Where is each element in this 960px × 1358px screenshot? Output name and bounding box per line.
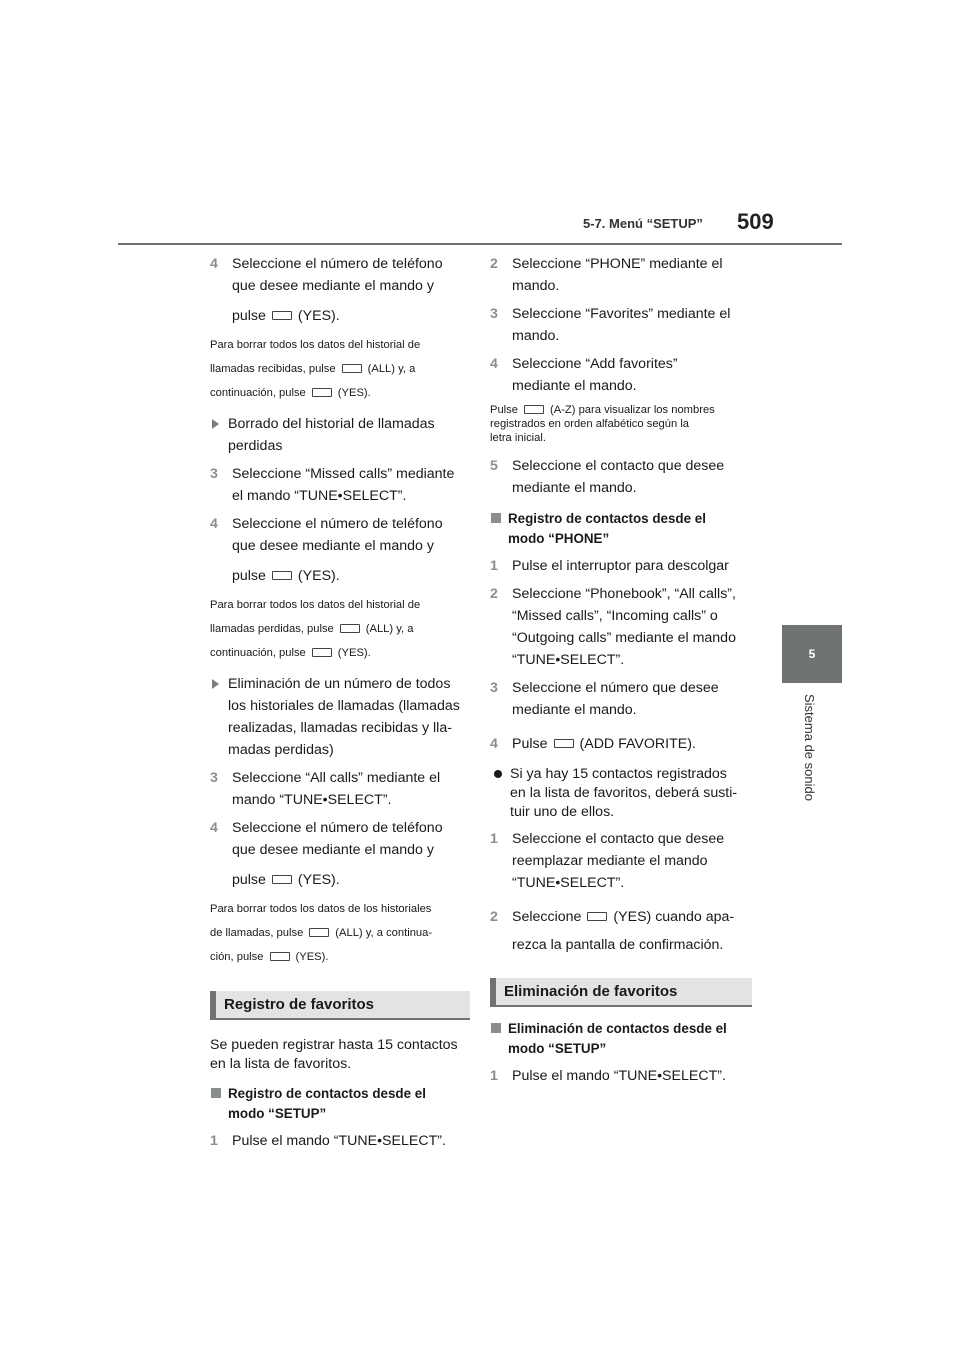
step: 3 Seleccione “Favorites” mediante el mando.: [490, 306, 731, 344]
header-rule: [118, 243, 842, 245]
button-icon: [312, 648, 332, 657]
step: 1 Pulse el mando “TUNE•SELECT”.: [490, 1068, 726, 1084]
button-icon: [587, 912, 607, 921]
side-label: Sistema de sonido: [802, 694, 817, 801]
step: 1 Seleccione el contacto que desee reemplazar mediante el mando “TUNE•SELECT”.: [490, 831, 725, 891]
bullet-item: Si ya hay 15 contactos registrados en la lista de favoritos, deberá susti- tuir uno de ellos.: [490, 765, 752, 822]
right-column: [490, 253, 752, 1093]
left-column: [210, 253, 470, 1158]
subheading: Registro de contactos desde el modo “SETUP”: [210, 1084, 470, 1124]
step: 5 Seleccione el contacto que desee mediante el mando.: [490, 458, 725, 496]
page-number: 509: [737, 209, 774, 234]
step: 2 Seleccione “PHONE” mediante el mando.: [490, 256, 723, 294]
button-icon: [342, 364, 362, 373]
subheading: Eliminación de contactos desde el modo “SETUP”: [490, 1019, 752, 1059]
step: 4 Seleccione “Add favorites” mediante el mando.: [490, 356, 678, 394]
button-icon: [309, 928, 329, 937]
step: 1 Pulse el mando “TUNE•SELECT”.: [210, 1133, 446, 1149]
note: Para borrar todos los datos de los historiales de llamadas, pulse (ALL) y, a continua- ción, pulse (YES).: [210, 903, 433, 963]
arrow-icon: [212, 419, 219, 429]
subheading: Eliminación de un número de todos los historiales de llamadas (llamadas realizadas, llamadas recibidas y lla- madas perdidas): [210, 673, 470, 761]
bullet-icon: [494, 770, 502, 778]
subheading: Borrado del historial de llamadas perdidas: [210, 413, 470, 457]
paragraph: Se pueden registrar hasta 15 contactos en la lista de favoritos.: [210, 1037, 458, 1072]
button-icon: [270, 952, 290, 961]
note: Para borrar todos los datos del historial de llamadas perdidas, pulse (ALL) y, a continuación, pulse (YES).: [210, 599, 421, 659]
section-heading: Registro de favoritos: [210, 991, 470, 1020]
chapter-title: 5-7. Menú “SETUP”: [583, 216, 703, 231]
step: 2 Seleccione “Phonebook”, “All calls”, “Missed calls”, “Incoming calls” o “Outgoing calls” mediante el mando “TUNE•SELECT”.: [490, 586, 736, 668]
square-bullet-icon: [491, 513, 501, 523]
button-icon: [524, 405, 544, 414]
step: 3 Seleccione “All calls” mediante el mando “TUNE•SELECT”.: [210, 770, 441, 808]
note: Pulse (A-Z) para visualizar los nombres registrados en orden alfabético según la letra inicial.: [490, 404, 715, 444]
button-icon: [554, 739, 574, 748]
arrow-icon: [212, 679, 219, 689]
square-bullet-icon: [211, 1088, 221, 1098]
step: 1 Pulse el interruptor para descolgar: [490, 558, 729, 574]
button-icon: [340, 624, 360, 633]
button-icon: [312, 388, 332, 397]
step: 4 Seleccione el número de teléfono que desee mediante el mando y pulse (YES).: [210, 516, 443, 584]
button-icon: [272, 311, 292, 320]
button-icon: [272, 571, 292, 580]
step: 3 Seleccione “Missed calls” mediante el mando “TUNE•SELECT”.: [210, 466, 455, 504]
step: 4 Pulse (ADD FAVORITE).: [490, 736, 696, 752]
section-heading: Eliminación de favoritos: [490, 978, 752, 1007]
subheading: Registro de contactos desde el modo “PHONE”: [490, 509, 752, 549]
step: 3 Seleccione el número que desee mediante el mando.: [490, 680, 719, 718]
note: Para borrar todos los datos del historial de llamadas recibidas, pulse (ALL) y, a continuación, pulse (YES).: [210, 339, 421, 399]
step: 2 Seleccione (YES) cuando apa- rezca la pantalla de confirmación.: [490, 909, 735, 953]
step: 4 Seleccione el número de teléfono que desee mediante el mando y pulse (YES).: [210, 820, 443, 888]
button-icon: [272, 875, 292, 884]
side-tab: 5: [782, 625, 842, 683]
square-bullet-icon: [491, 1023, 501, 1033]
step: 4 Seleccione el número de teléfono que desee mediante el mando y pulse (YES).: [210, 256, 443, 324]
